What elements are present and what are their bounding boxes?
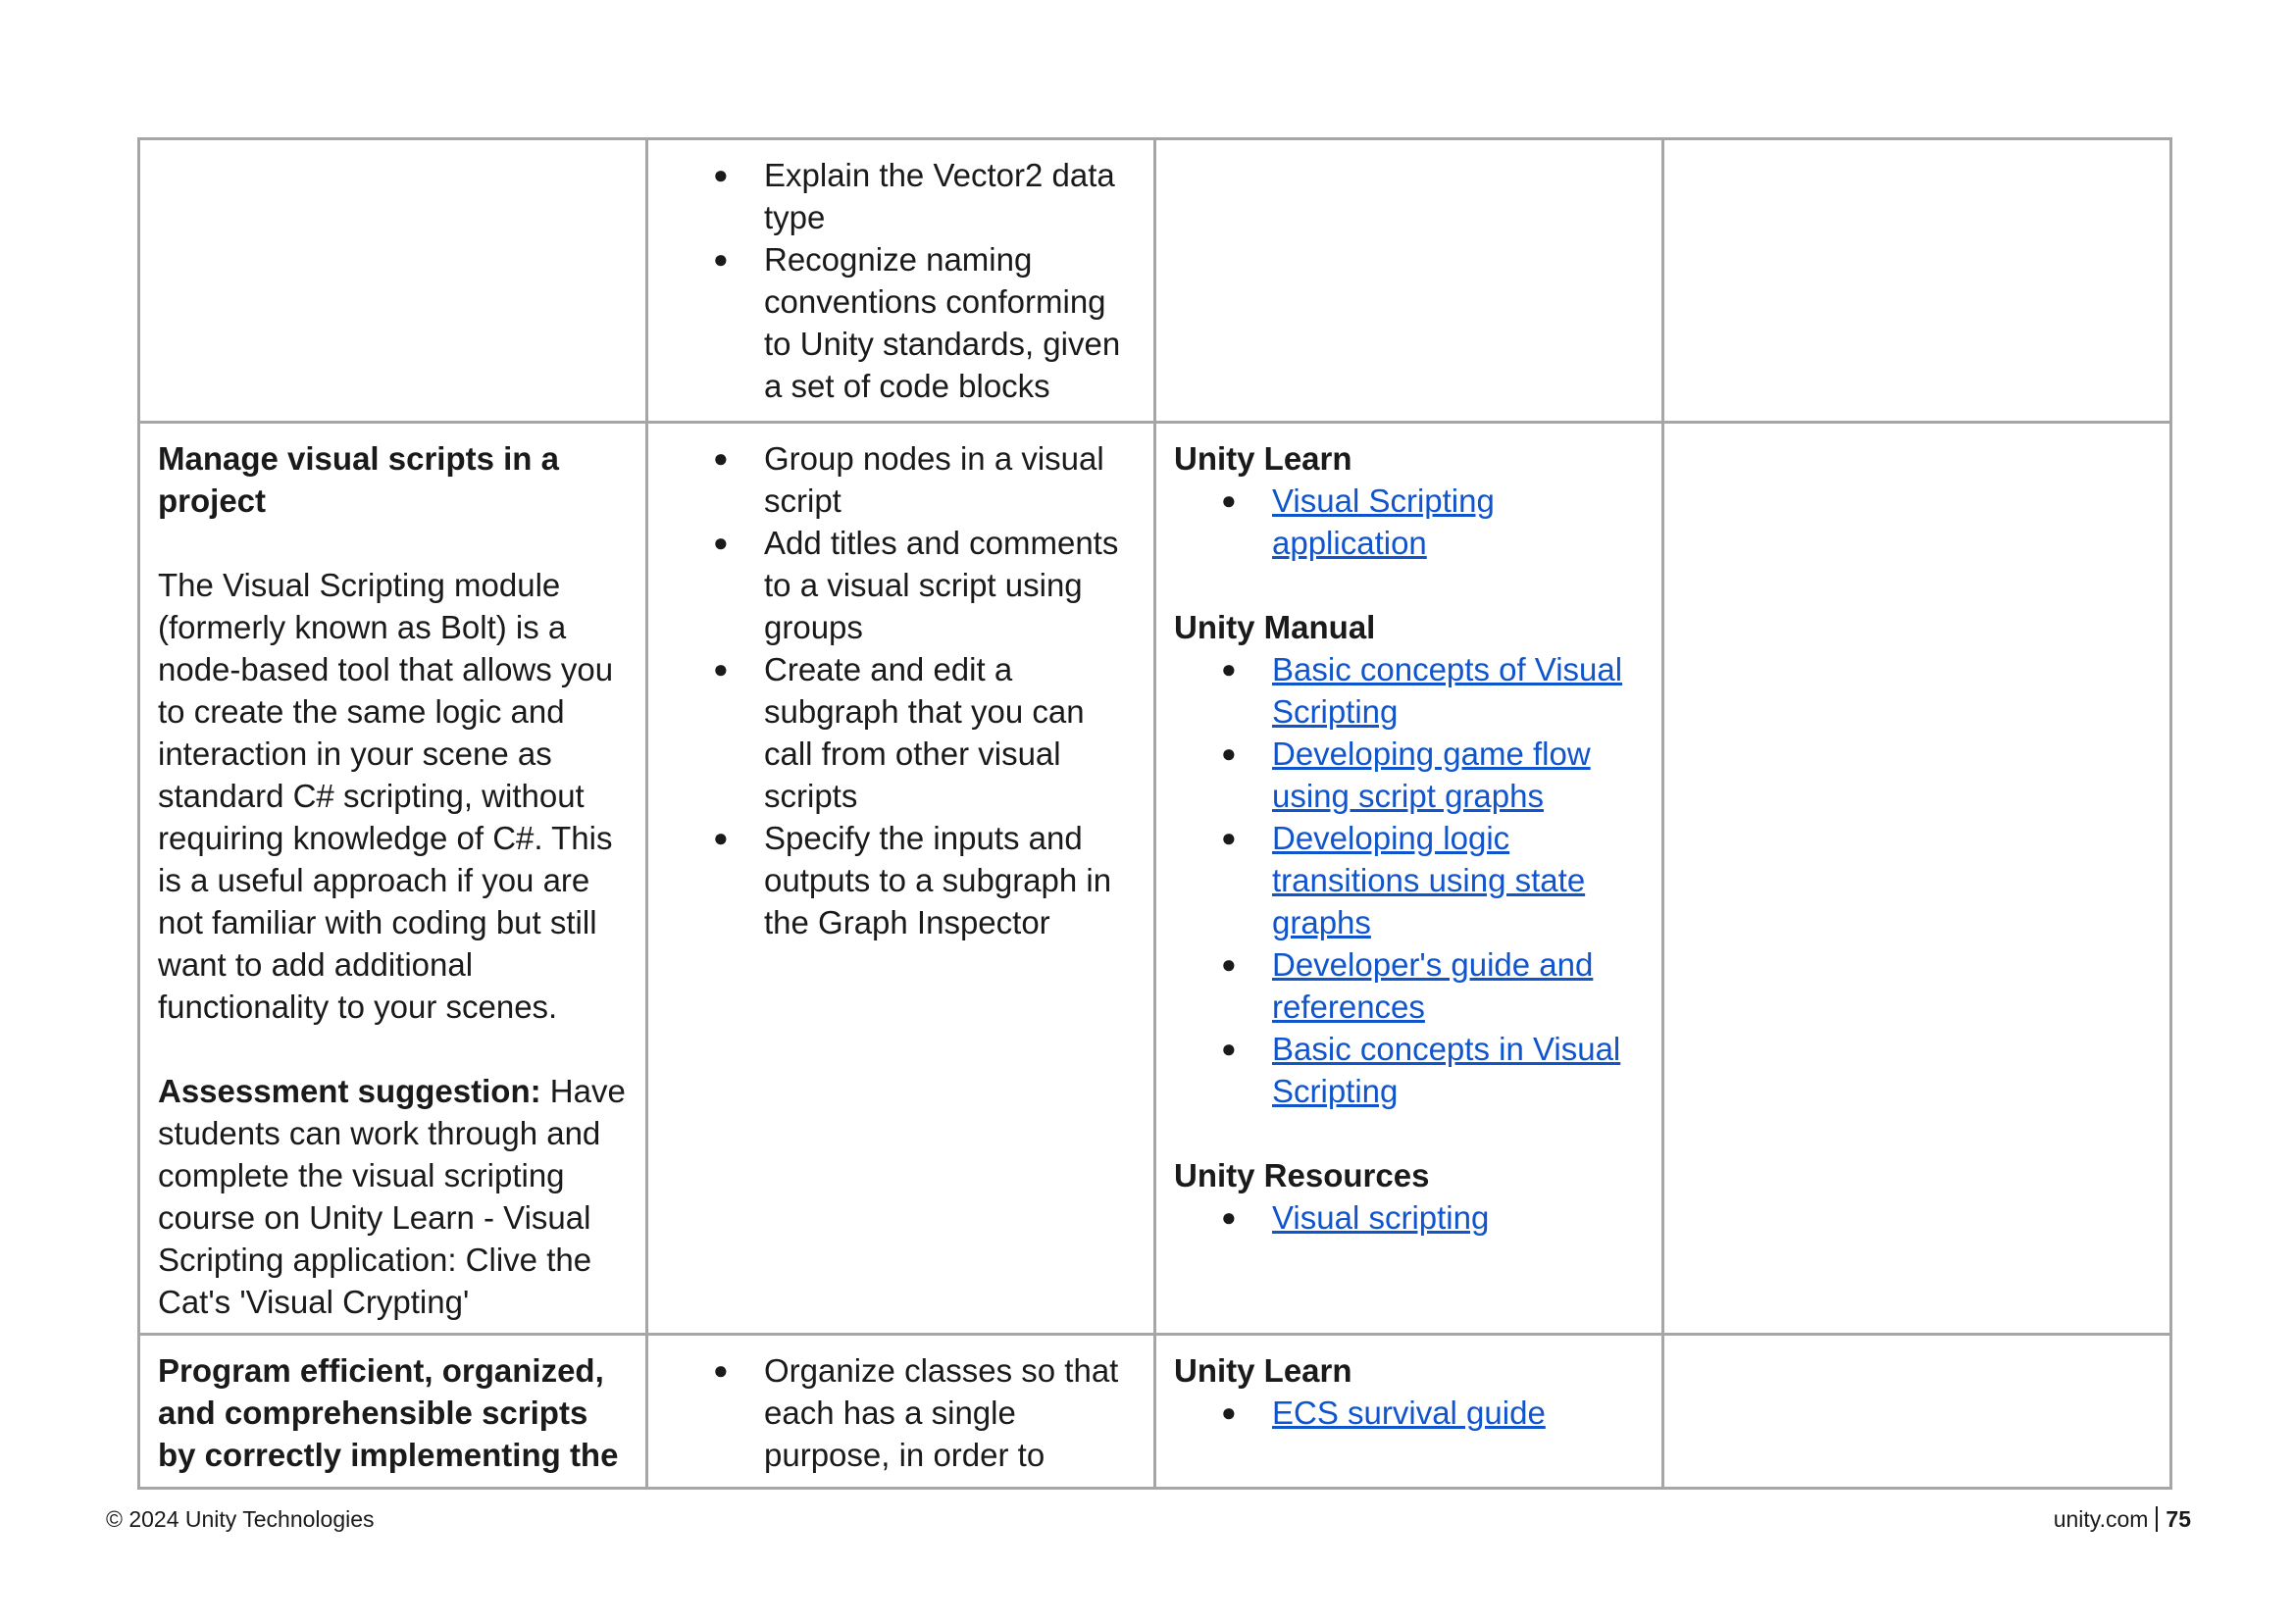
bullet-icon: ● — [1221, 1397, 1237, 1427]
bullet-icon: ● — [713, 528, 729, 557]
objective-title: Program efficient, organized, and comprehensible scripts by correctly implementing the — [158, 1352, 619, 1473]
table-row — [139, 1335, 2171, 1489]
list-item — [1221, 817, 1644, 943]
link-ecs-survival-guide[interactable]: ECS survival guide — [1272, 1395, 1546, 1431]
list-item: ● Recognize naming conventions conforming to Unity standards, given a set of code blocks — [764, 238, 1136, 407]
objective-title: Manage visual scripts in a project — [158, 440, 559, 519]
resource-links — [1174, 1196, 1644, 1239]
resource-heading-unity-learn: Unity Learn — [1174, 1352, 1352, 1389]
objective-cell — [139, 1335, 647, 1489]
bullet-icon: ● — [1221, 485, 1237, 515]
link-developers-guide[interactable]: Developer's guide and references — [1272, 946, 1594, 1025]
list-item — [1221, 1028, 1644, 1112]
list-item: ● Specify the inputs and outputs to a subgraph in the Graph Inspector — [764, 817, 1136, 943]
resource-heading-unity-resources: Unity Resources — [1174, 1157, 1430, 1193]
assessment-suggestion — [158, 1070, 628, 1323]
notes-cell — [1663, 423, 2171, 1335]
bullet-icon: ● — [713, 244, 729, 274]
assessment-label: Assessment suggestion: — [158, 1073, 541, 1109]
table-row — [139, 423, 2171, 1335]
list-item: ● Group nodes in a visual script — [764, 437, 1136, 522]
bullet-icon: ● — [1221, 738, 1237, 768]
resource-links — [1174, 1392, 1644, 1434]
link-visual-scripting[interactable]: Visual scripting — [1272, 1199, 1490, 1236]
bullet-icon: ● — [1221, 1034, 1237, 1063]
footer-site: unity.com — [2053, 1506, 2149, 1532]
table-row — [139, 139, 2171, 423]
bullet-icon: ● — [1221, 949, 1237, 979]
bullet-icon: ● — [1221, 823, 1237, 852]
objective-cell — [139, 139, 647, 423]
list-item — [1221, 1196, 1644, 1239]
link-basic-concepts-of-visual-scripting[interactable]: Basic concepts of Visual Scripting — [1272, 651, 1623, 730]
bullet-icon: ● — [1221, 654, 1237, 684]
curriculum-table — [137, 137, 2172, 1490]
list-item: ● Create and edit a subgraph that you can call from other visual scripts — [764, 648, 1136, 817]
assessment-text: Have students can work through and complete the visual scripting course on Unity Learn - Visual Scripting application: Clive the Cat's 'Visual Crypting' — [158, 1073, 626, 1320]
skills-cell — [647, 139, 1155, 423]
page-number: 75 — [2166, 1506, 2191, 1532]
resource-links — [1174, 648, 1644, 1112]
list-item: ● Add titles and comments to a visual script using groups — [764, 522, 1136, 648]
list-item: ● Organize classes so that each has a single purpose, in order to — [764, 1349, 1136, 1476]
link-visual-scripting-application[interactable]: Visual Scripting application — [1272, 482, 1495, 561]
link-developing-logic-transitions[interactable]: Developing logic transitions using state graphs — [1272, 820, 1586, 940]
list-item: ● Explain the Vector2 data type — [764, 154, 1136, 238]
list-item — [1221, 943, 1644, 1028]
list-item — [1221, 733, 1644, 817]
skills-cell — [647, 1335, 1155, 1489]
link-basic-concepts-in-visual-scripting[interactable]: Basic concepts in Visual Scripting — [1272, 1031, 1621, 1109]
link-developing-game-flow[interactable]: Developing game flow using script graphs — [1272, 736, 1591, 814]
bullet-icon: ● — [713, 654, 729, 684]
bullet-icon: ● — [713, 1355, 729, 1385]
notes-cell — [1663, 139, 2171, 423]
skills-list — [666, 437, 1136, 943]
resource-heading-unity-learn: Unity Learn — [1174, 440, 1352, 477]
skills-cell — [647, 423, 1155, 1335]
resources-cell — [1155, 1335, 1663, 1489]
footer-divider — [2156, 1506, 2158, 1532]
bullet-icon: ● — [1221, 1202, 1237, 1232]
skills-list — [666, 154, 1136, 407]
resource-heading-unity-manual: Unity Manual — [1174, 609, 1376, 645]
resources-cell — [1155, 139, 1663, 423]
bullet-icon: ● — [713, 443, 729, 473]
resource-links — [1174, 480, 1644, 564]
skills-list — [666, 1349, 1136, 1476]
list-item — [1221, 648, 1644, 733]
bullet-icon: ● — [713, 823, 729, 852]
footer-page-info — [2054, 1506, 2191, 1533]
objective-description: The Visual Scripting module (formerly known as Bolt) is a node-based tool that allows you to create the same logic and interaction in your scene as standard C# scripting, without requiring knowledge of C#. This is a useful approach if you are not familiar with coding but still want to add additional functionality to your scenes. — [158, 567, 614, 1025]
footer-copyright: © 2024 Unity Technologies — [106, 1506, 375, 1532]
notes-cell — [1663, 1335, 2171, 1489]
objective-cell — [139, 423, 647, 1335]
list-item — [1221, 480, 1644, 564]
bullet-icon: ● — [713, 160, 729, 189]
list-item — [1221, 1392, 1644, 1434]
resources-cell — [1155, 423, 1663, 1335]
